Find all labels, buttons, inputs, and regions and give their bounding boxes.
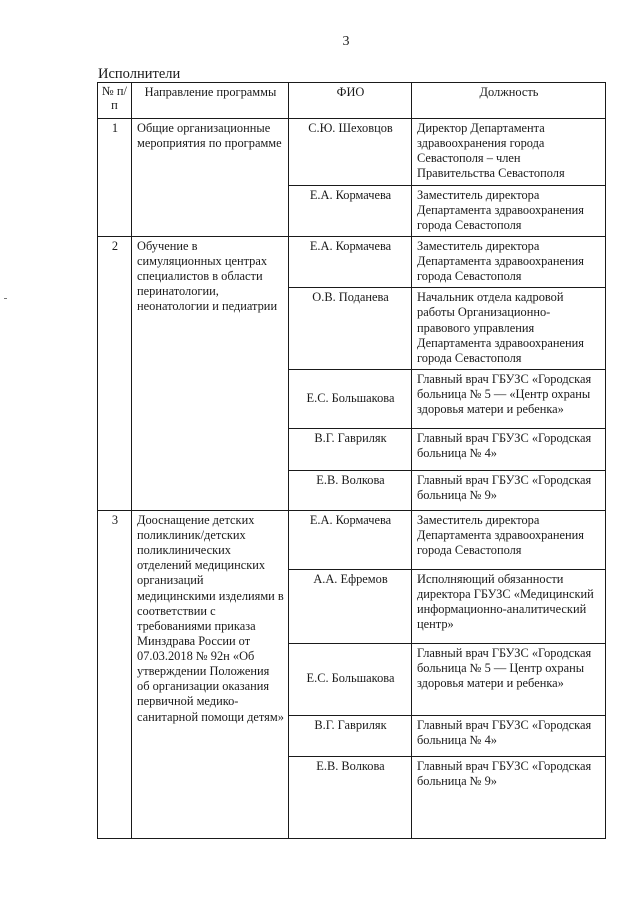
person-position: Главный врач ГБУЗС «Городская больница № 4» [412,428,606,470]
section-heading: Исполнители [98,66,181,82]
person-fio: Е.А. Кормачева [289,185,412,236]
person-fio: Е.С. Большакова [289,369,412,428]
person-fio: О.В. Поданева [289,288,412,370]
person-fio: В.Г. Гавриляк [289,428,412,470]
program-direction: Обучение в симуляционных центрах специалистов в области перинатологии, неонатологии и педиатрии [132,236,289,510]
table-header-row [98,83,606,119]
person-position: Главный врач ГБУЗС «Городская больница № 5 — Центр охраны здоровья матери и ребенка» [412,643,606,715]
person-position: Заместитель директора Департамента здравоохранения города Севастополя [412,236,606,287]
row-num: 3 [98,510,132,838]
person-fio: Е.В. Волкова [289,756,412,838]
person-position: Начальник отдела кадровой работы Организационно-правового управления Департамента здравоохранения города Севастополя [412,288,606,370]
person-position: Заместитель директора Департамента здравоохранения города Севастополя [412,185,606,236]
page-number: 3 [342,34,350,49]
header-direction: Направление программы [132,83,289,119]
person-fio: Е.С. Большакова [289,643,412,715]
person-fio: С.Ю. Шеховцов [289,119,412,186]
row-num: 1 [98,119,132,237]
person-fio: Е.В. Волкова [289,470,412,510]
table-row [98,510,606,569]
person-fio: Е.А. Кормачева [289,510,412,569]
program-direction: Общие организационные мероприятия по программе [132,119,289,237]
table-row [98,119,606,186]
program-direction: Дооснащение детских поликлиник/детских поликлинических отделений медицинских организаций медицинскими изделиями в соответствии с требованиями приказа Минздрава России от 07.03.2018 № 92н «Об утверждении Положения об организации оказания первичной медико-санитарной помощи детям» [132,510,289,838]
header-fio: ФИО [289,83,412,119]
person-fio: А.А. Ефремов [289,569,412,643]
person-fio: Е.А. Кормачева [289,236,412,287]
header-num: № п/п [98,83,132,119]
person-position: Исполняющий обязанности директора ГБУЗС «Медицинский информационно-аналитический центр» [412,569,606,643]
person-position: Главный врач ГБУЗС «Городская больница № 9» [412,470,606,510]
person-position: Директор Департамента здравоохранения города Севастополя – член Правительства Севастополя [412,119,606,186]
person-position: Главный врач ГБУЗС «Городская больница № 9» [412,756,606,838]
row-num: 2 [98,236,132,510]
person-position: Главный врач ГБУЗС «Городская больница № 5 — «Центр охраны здоровья матери и ребенка» [412,369,606,428]
person-position: Главный врач ГБУЗС «Городская больница № 4» [412,715,606,756]
executors-table [97,82,606,839]
person-position: Заместитель директора Департамента здравоохранения города Севастополя [412,510,606,569]
scan-mark [4,298,7,299]
table-row [98,236,606,287]
header-position: Должность [412,83,606,119]
person-fio: В.Г. Гавриляк [289,715,412,756]
